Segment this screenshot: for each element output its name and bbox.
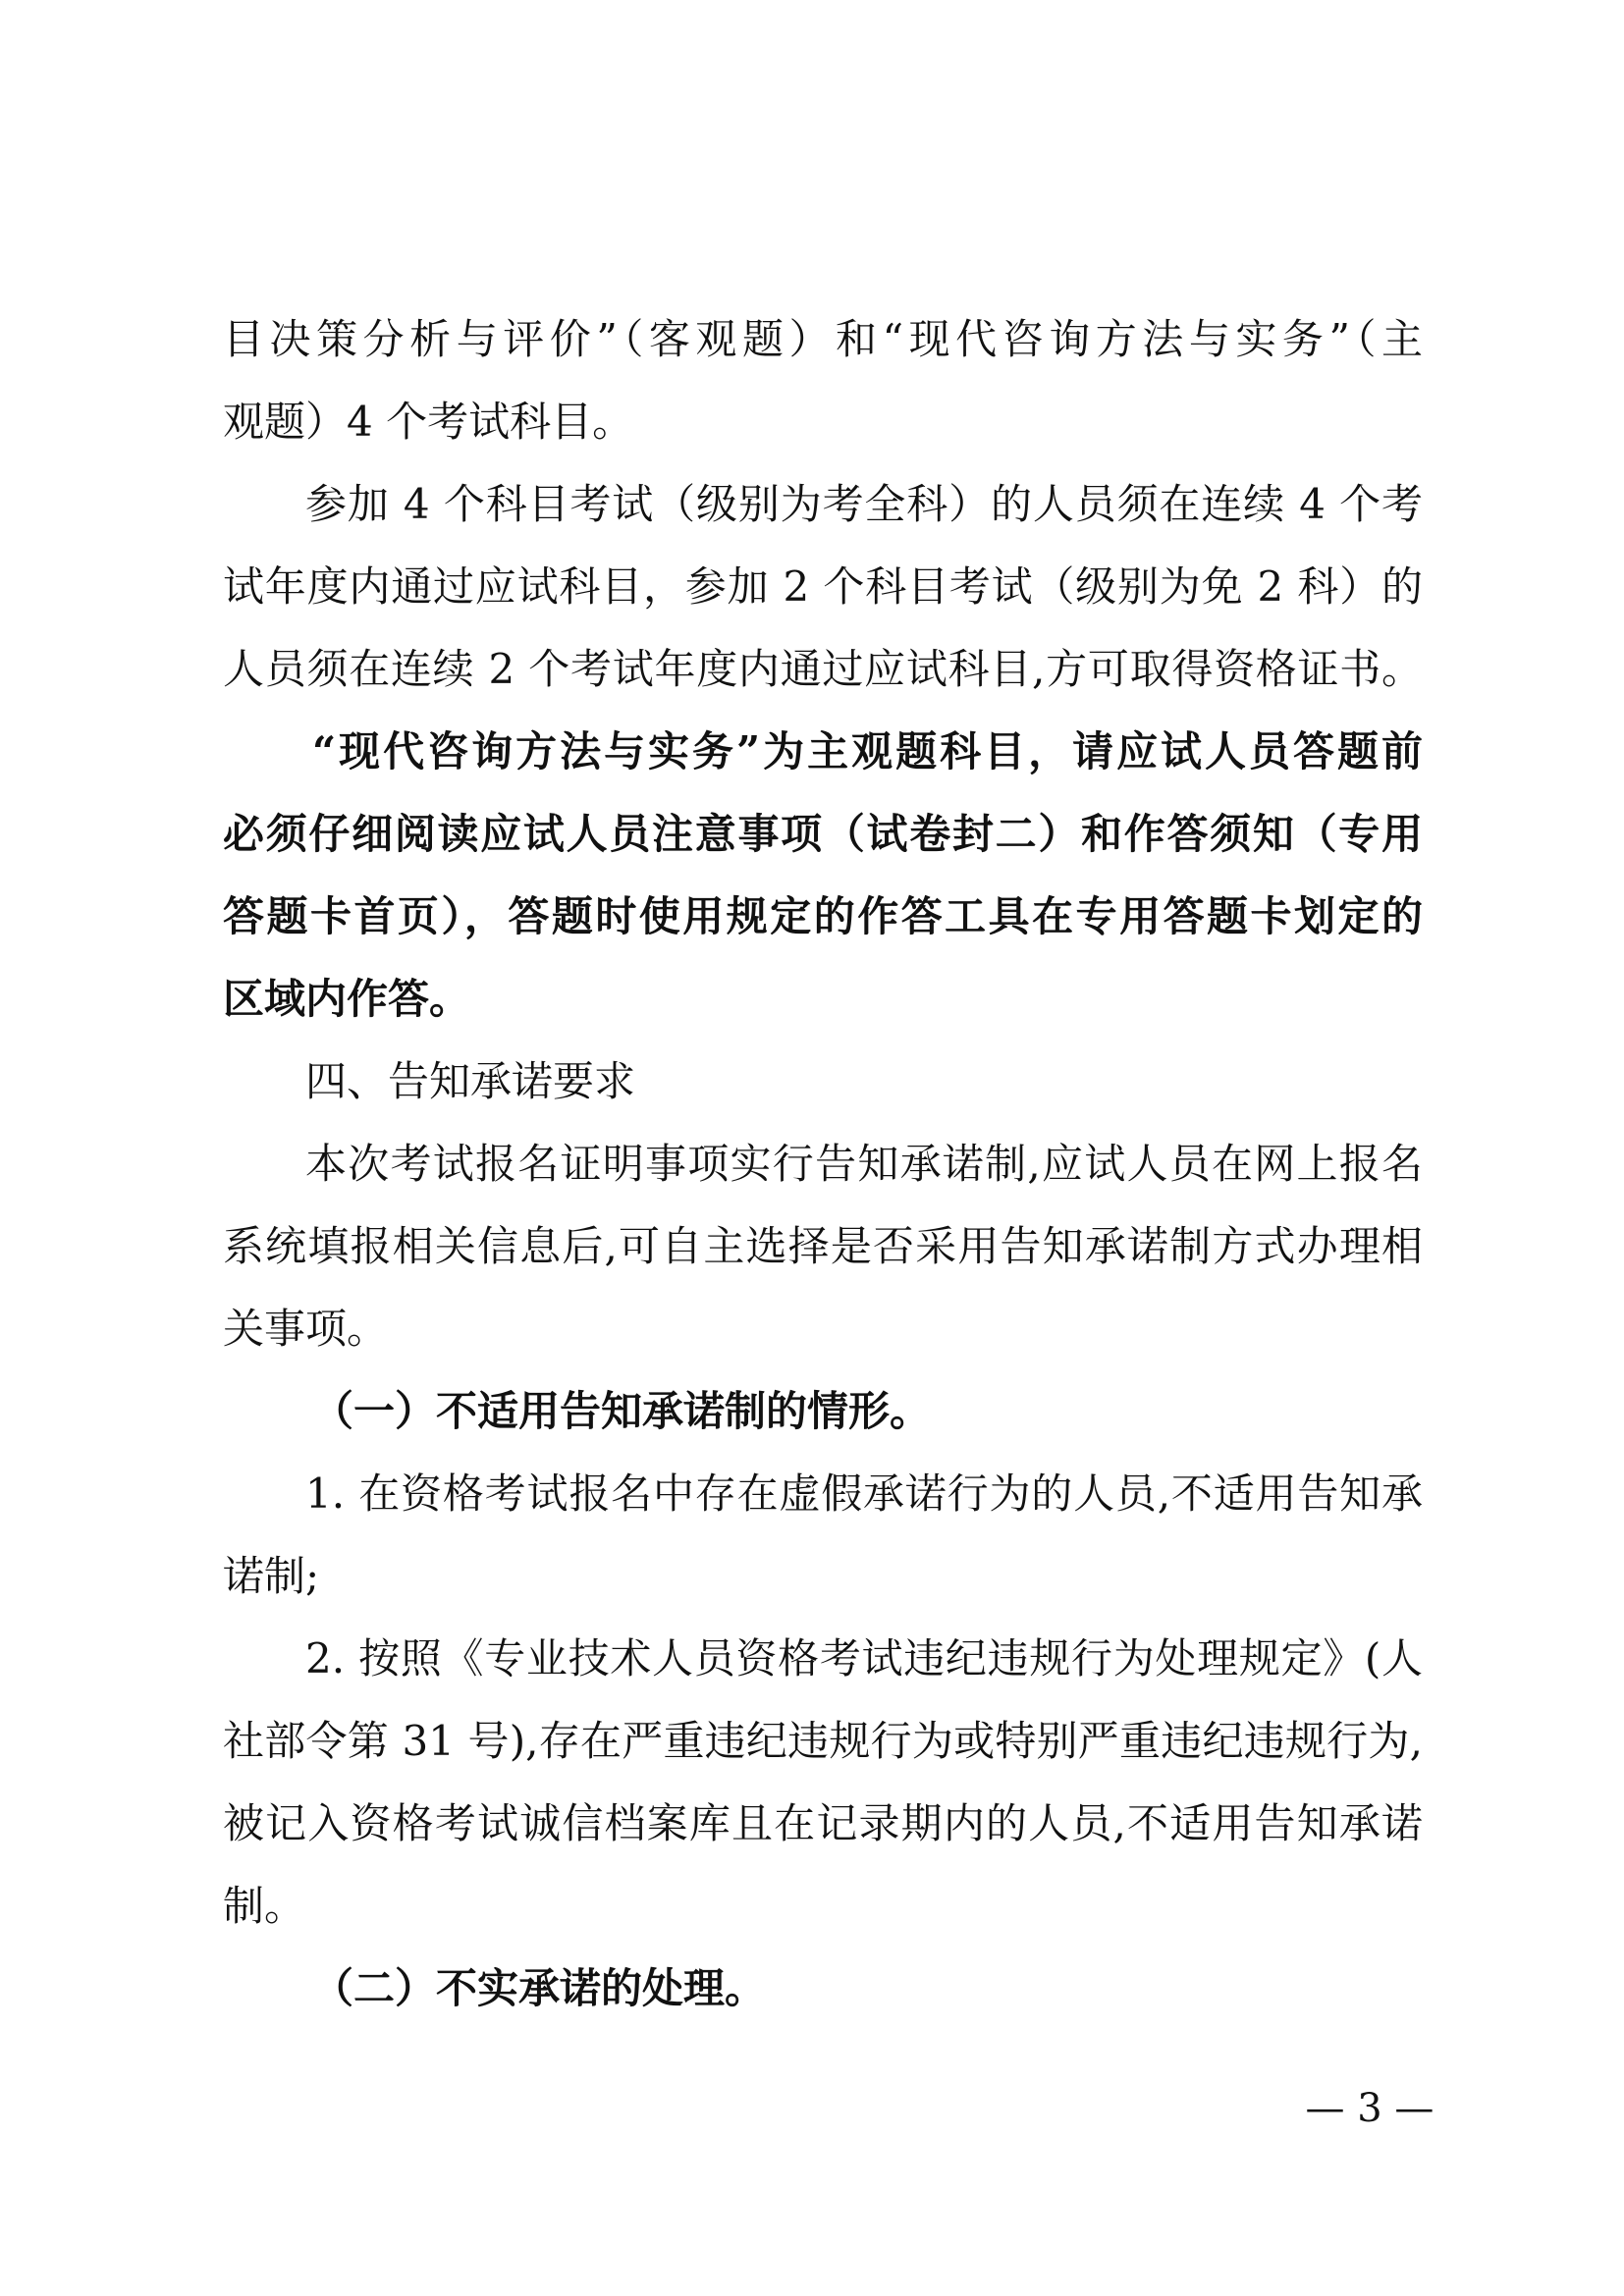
emphasis-text-line: 区域内作答。 [223,975,471,1023]
body-text-line: 人员须在连续 2 个考试年度内通过应试科目,方可取得资格证书。 [223,645,1423,693]
body-text-line: 目决策分析与评价”（客观题）和“现代咨询方法与实务”（主 [223,315,1423,363]
body-text-line: 2. 按照《专业技术人员资格考试违纪违规行为处理规定》(人 [305,1634,1423,1682]
body-text-line: 本次考试报名证明事项实行告知承诺制,应试人员在网上报名 [305,1140,1423,1188]
section-heading: 四、告知承诺要求 [305,1057,636,1105]
body-text-line: 参加 4 个科目考试（级别为考全科）的人员须在连续 4 个考 [305,480,1423,528]
body-text-line: 系统填报相关信息后,可自主选择是否采用告知承诺制方式办理相 [223,1222,1423,1270]
subsection-heading: （一）不适用告知承诺制的情形。 [312,1387,932,1435]
emphasis-text-line: 必须仔细阅读应试人员注意事项（试卷封二）和作答须知（专用 [223,810,1423,858]
body-text-line: 诺制; [223,1552,320,1600]
body-text-line: 1. 在资格考试报名中存在虚假承诺行为的人员,不适用告知承 [305,1469,1423,1518]
page-number: — 3 — [1305,2086,1435,2131]
body-text-line: 制。 [223,1882,306,1930]
body-text-line: 试年度内通过应试科目，参加 2 个科目考试（级别为免 2 科）的 [223,562,1423,611]
body-text-line: 观题）4 个考试科目。 [223,398,634,446]
body-text-line: 社部令第 31 号),存在严重违纪违规行为或特别严重违纪违规行为, [223,1717,1423,1765]
emphasis-text-line: “现代咨询方法与实务”为主观题科目，请应试人员答题前 [312,727,1423,775]
body-text-line: 关事项。 [223,1305,389,1353]
emphasis-text-line: 答题卡首页），答题时使用规定的作答工具在专用答题卡划定的 [223,892,1423,940]
subsection-heading: （二）不实承诺的处理。 [312,1964,767,2012]
body-text-line: 被记入资格考试诚信档案库且在记录期内的人员,不适用告知承诺 [223,1799,1423,1847]
